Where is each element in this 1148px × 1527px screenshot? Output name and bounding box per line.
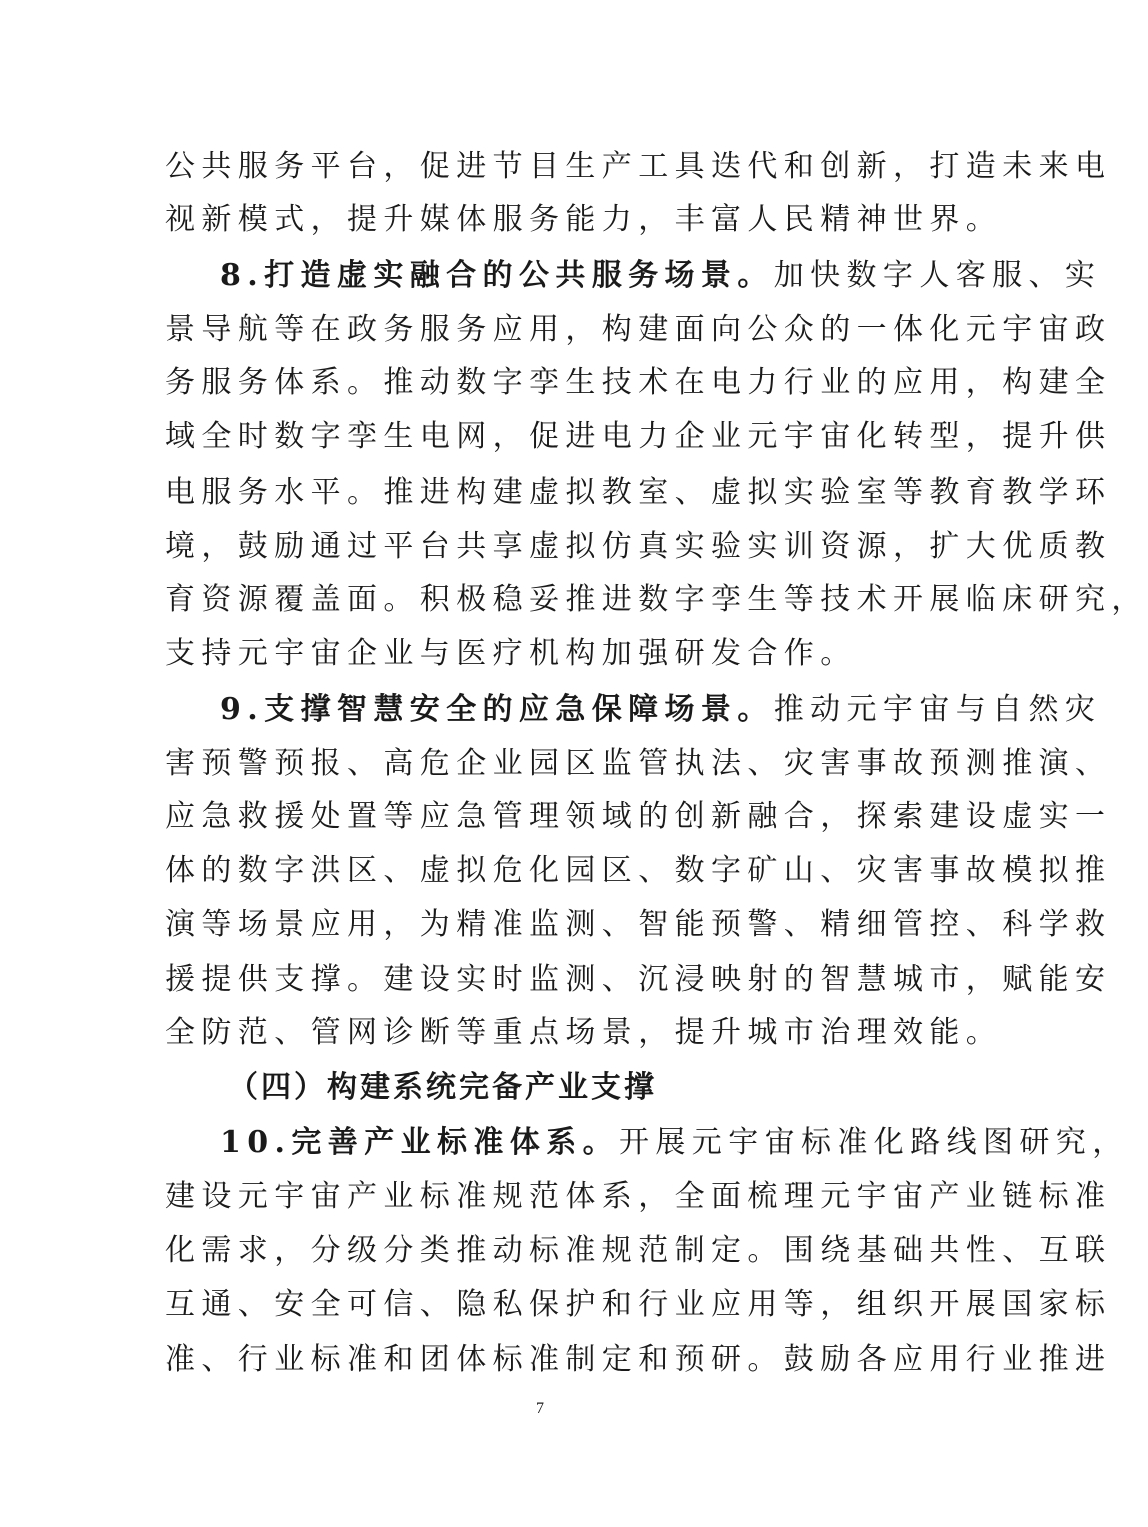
text-line: 全防范、管网诊断等重点场景，提升城市治理效能。 <box>165 1015 1003 1050</box>
text-line: 视新模式，提升媒体服务能力，丰富人民精神世界。 <box>165 202 1003 237</box>
text-line: 公共服务平台，促进节目生产工具迭代和创新，打造未来电 <box>165 149 1112 184</box>
text-line: 化需求，分级分类推动标准规范制定。围绕基础共性、互联 <box>165 1233 1112 1268</box>
text-line: 务服务体系。推动数字孪生技术在电力行业的应用，构建全 <box>165 365 1112 400</box>
text-line: 建设元宇宙产业标准规范体系，全面梳理元宇宙产业链标准 <box>165 1179 1112 1214</box>
text-line: 景导航等在政务服务应用，构建面向公众的一体化元宇宙政 <box>165 312 1112 347</box>
text-line: 境，鼓励通过平台共享虚拟仿真实验实训资源，扩大优质教 <box>165 529 1112 564</box>
text-line: 体的数字洪区、虚拟危化园区、数字矿山、灾害事故模拟推 <box>165 853 1112 888</box>
text-line: 准、行业标准和团体标准制定和预研。鼓励各应用行业推进 <box>165 1342 1112 1377</box>
text-line: 演等场景应用，为精准监测、智能预警、精细管控、科学救 <box>165 907 1112 942</box>
text-line: 支持元宇宙企业与医疗机构加强研发合作。 <box>165 636 857 671</box>
text-line: 育资源覆盖面。积极稳妥推进数字孪生等技术开展临床研究， <box>165 582 1148 617</box>
text-line: 电服务水平。推进构建虚拟教室、虚拟实验室等教育教学环 <box>165 475 1112 510</box>
text-line: 援提供支撑。建设实时监测、沉浸映射的智慧城市，赋能安 <box>165 962 1112 997</box>
paragraph-heading-line: 8.打造虚实融合的公共服务场景。加快数字人客服、实 <box>220 258 1102 293</box>
paragraph-heading-line: 10.完善产业标准体系。开展元宇宙标准化路线图研究， <box>220 1125 1129 1160</box>
item-heading: 9.支撑智慧安全的应急保障场景。 <box>220 692 774 727</box>
paragraph-heading-line: 9.支撑智慧安全的应急保障场景。推动元宇宙与自然灾 <box>220 692 1102 727</box>
text-line: 域全时数字孪生电网，促进电力企业元宇宙化转型，提升供 <box>165 419 1112 454</box>
text-line: 应急救援处置等应急管理领域的创新融合，探索建设虚实一 <box>165 799 1112 834</box>
text-line: 互通、安全可信、隐私保护和行业应用等，组织开展国家标 <box>165 1287 1112 1322</box>
text-line: 害预警预报、高危企业园区监管执法、灾害事故预测推演、 <box>165 746 1112 781</box>
item-heading: 10.完善产业标准体系。 <box>220 1125 619 1160</box>
section-heading: （四）构建系统完备产业支撑 <box>228 1070 657 1105</box>
item-heading: 8.打造虚实融合的公共服务场景。 <box>220 258 774 293</box>
page-number: 7 <box>536 1400 544 1417</box>
